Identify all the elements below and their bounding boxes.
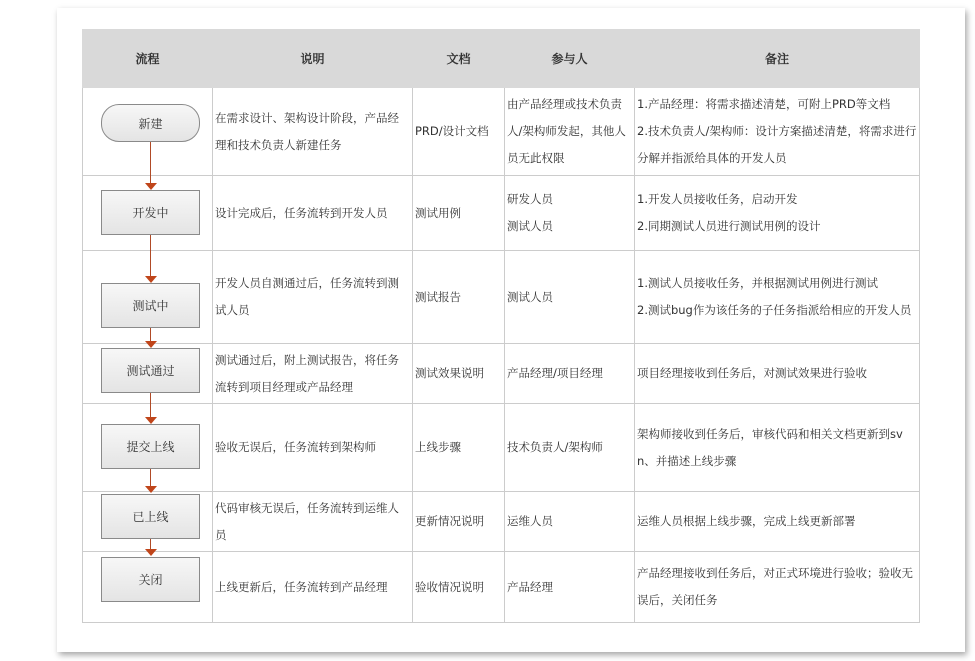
doc-cell: 测试用例 <box>413 176 505 251</box>
doc-cell: 上线步骤 <box>413 404 505 492</box>
note-line: 运维人员根据上线步骤，完成上线更新部署 <box>637 514 856 528</box>
header-document: 文档 <box>413 30 505 88</box>
people-line: 研发人员 <box>507 192 553 206</box>
note-line: 1.开发人员接收任务，启动开发 <box>637 192 798 206</box>
doc-cell: PRD/设计文档 <box>413 88 505 176</box>
note-line: 2.同期测试人员进行测试用例的设计 <box>637 219 821 233</box>
header-notes: 备注 <box>635 30 920 88</box>
doc-cell: 验收情况说明 <box>413 552 505 623</box>
header-participants: 参与人 <box>505 30 635 88</box>
notes-cell <box>635 251 920 344</box>
note-line: 项目经理接收到任务后，对测试效果进行验收 <box>637 366 867 380</box>
note-line: 1.产品经理：将需求描述清楚，可附上PRD等文档 <box>637 97 891 111</box>
people-cell: 测试人员 <box>505 251 635 344</box>
table-row <box>83 176 920 251</box>
notes-cell <box>635 492 920 552</box>
people-cell: 运维人员 <box>505 492 635 552</box>
doc-cell: 测试效果说明 <box>413 344 505 404</box>
desc-cell: 设计完成后，任务流转到开发人员 <box>213 176 413 251</box>
note-line: 架构师接收到任务后，审核代码和相关文档更新到svn、并描述上线步骤 <box>637 426 903 468</box>
flow-step-box[interactable]: 关闭 <box>101 557 200 602</box>
workflow-table <box>82 29 920 623</box>
people-cell: 由产品经理或技术负责人/架构师发起，其他人员无此权限 <box>505 88 635 176</box>
people-line: 测试人员 <box>507 219 553 233</box>
table-row <box>83 251 920 344</box>
flow-step-box[interactable]: 已上线 <box>101 494 200 539</box>
note-line: 产品经理接收到任务后，对正式环境进行验收；验收无误后，关闭任务 <box>637 566 913 607</box>
desc-cell: 测试通过后，附上测试报告，将任务流转到项目经理或产品经理 <box>213 344 413 404</box>
desc-cell: 开发人员自测通过后，任务流转到测试人员 <box>213 251 413 344</box>
table-row <box>83 404 920 492</box>
notes-cell <box>635 552 920 623</box>
desc-cell: 在需求设计、架构设计阶段，产品经理和技术负责人新建任务 <box>213 88 413 176</box>
notes-cell <box>635 344 920 404</box>
table-row <box>83 344 920 404</box>
desc-cell: 验收无误后，任务流转到架构师 <box>213 404 413 492</box>
notes-cell <box>635 88 920 176</box>
doc-cell: 测试报告 <box>413 251 505 344</box>
note-line: 1.测试人员接收任务，并根据测试用例进行测试 <box>637 276 878 290</box>
note-line: 2.测试bug作为该任务的子任务指派给相应的开发人员 <box>637 303 912 317</box>
flow-step-box[interactable]: 测试中 <box>101 283 200 328</box>
desc-cell: 代码审核无误后，任务流转到运维人员 <box>213 492 413 552</box>
people-cell: 产品经理/项目经理 <box>505 344 635 404</box>
note-line: 2.技术负责人/架构师：设计方案描述清楚，将需求进行分解并指派给具体的开发人员 <box>637 124 917 165</box>
desc-cell: 上线更新后，任务流转到产品经理 <box>213 552 413 623</box>
flow-step-box[interactable]: 提交上线 <box>101 424 200 469</box>
table-row <box>83 88 920 176</box>
people-cell: 技术负责人/架构师 <box>505 404 635 492</box>
notes-cell <box>635 404 920 492</box>
header-description: 说明 <box>213 30 413 88</box>
notes-cell <box>635 176 920 251</box>
header-flow: 流程 <box>83 30 213 88</box>
flow-step-box[interactable]: 新建 <box>101 104 200 142</box>
header-row <box>83 30 920 88</box>
flow-step-box[interactable]: 测试通过 <box>101 348 200 393</box>
table-row <box>83 552 920 623</box>
table-row <box>83 492 920 552</box>
doc-cell: 更新情况说明 <box>413 492 505 552</box>
people-cell <box>505 176 635 251</box>
people-cell: 产品经理 <box>505 552 635 623</box>
flow-step-box[interactable]: 开发中 <box>101 190 200 235</box>
